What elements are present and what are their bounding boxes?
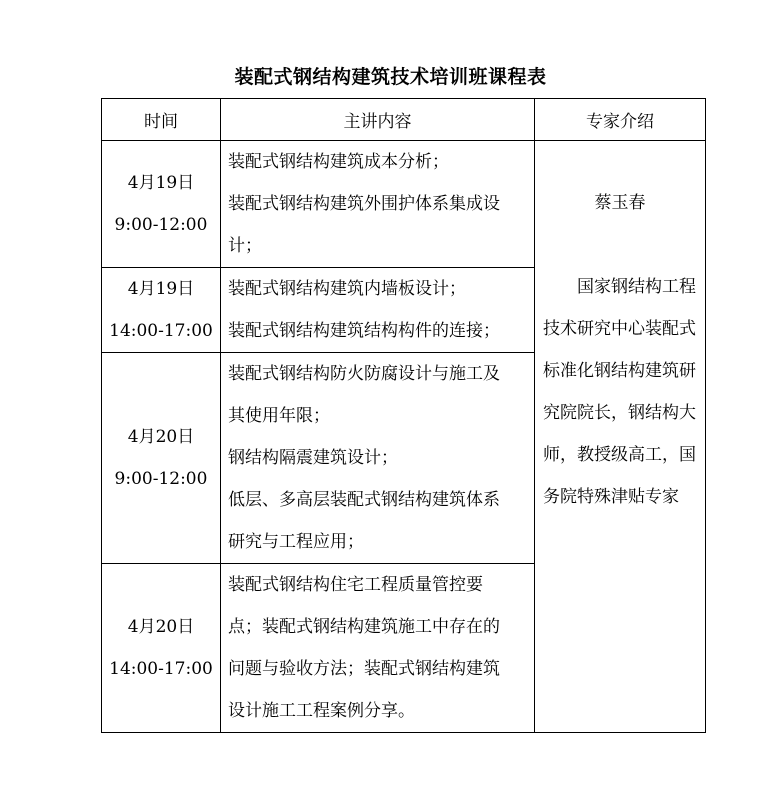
schedule-table	[101, 98, 706, 733]
header-expert: 专家介绍	[535, 99, 706, 141]
content-line: 其使用年限；	[228, 406, 330, 426]
content-line: 装配式钢结构建筑成本分析；	[228, 152, 449, 172]
content-line: 装配式钢结构防火防腐设计与施工及	[228, 364, 500, 384]
session-date: 4月19日	[127, 173, 195, 193]
content-line: 装配式钢结构建筑外围护体系集成设	[228, 194, 500, 214]
content-line: 装配式钢结构建筑结构构件的连接；	[228, 321, 500, 341]
content-line: 低层、多高层装配式钢结构建筑体系	[228, 490, 500, 510]
content-line: 装配式钢结构建筑内墙板设计；	[228, 279, 466, 299]
time-cell	[102, 353, 221, 564]
time-cell	[102, 268, 221, 353]
header-row	[102, 99, 706, 141]
header-content: 主讲内容	[221, 99, 535, 141]
content-line: 问题与验收方法；装配式钢结构建筑	[228, 659, 500, 679]
content-line: 计；	[228, 236, 262, 256]
session-time: 9:00-12:00	[114, 469, 208, 489]
content-line: 研究与工程应用；	[228, 532, 364, 552]
content-line: 设计施工工程案例分享。	[228, 701, 415, 721]
content-cell	[221, 353, 535, 564]
time-cell	[102, 141, 221, 268]
session-time: 9:00-12:00	[114, 215, 208, 235]
content-cell	[221, 268, 535, 353]
expert-cell	[535, 141, 706, 733]
content-line: 钢结构隔震建筑设计；	[228, 448, 398, 468]
content-cell	[221, 141, 535, 268]
content-line: 点；装配式钢结构建筑施工中存在的	[228, 617, 500, 637]
session-time: 14:00-17:00	[109, 321, 213, 341]
session-time: 14:00-17:00	[109, 659, 213, 679]
session-date: 4月19日	[127, 279, 195, 299]
expert-intro: 国家钢结构工程技术研究中心装配式标准化钢结构建筑研究院院长，钢结构大师，教授级高工，国务院特殊津贴专家	[543, 277, 696, 507]
page-title: 装配式钢结构建筑技术培训班课程表	[234, 66, 547, 88]
table-row	[102, 141, 706, 268]
expert-name: 蔡玉春	[594, 193, 646, 213]
session-date: 4月20日	[127, 427, 195, 447]
time-cell	[102, 564, 221, 733]
header-time: 时间	[102, 99, 221, 141]
session-date: 4月20日	[127, 617, 195, 637]
content-cell	[221, 564, 535, 733]
content-line: 装配式钢结构住宅工程质量管控要	[228, 575, 483, 595]
